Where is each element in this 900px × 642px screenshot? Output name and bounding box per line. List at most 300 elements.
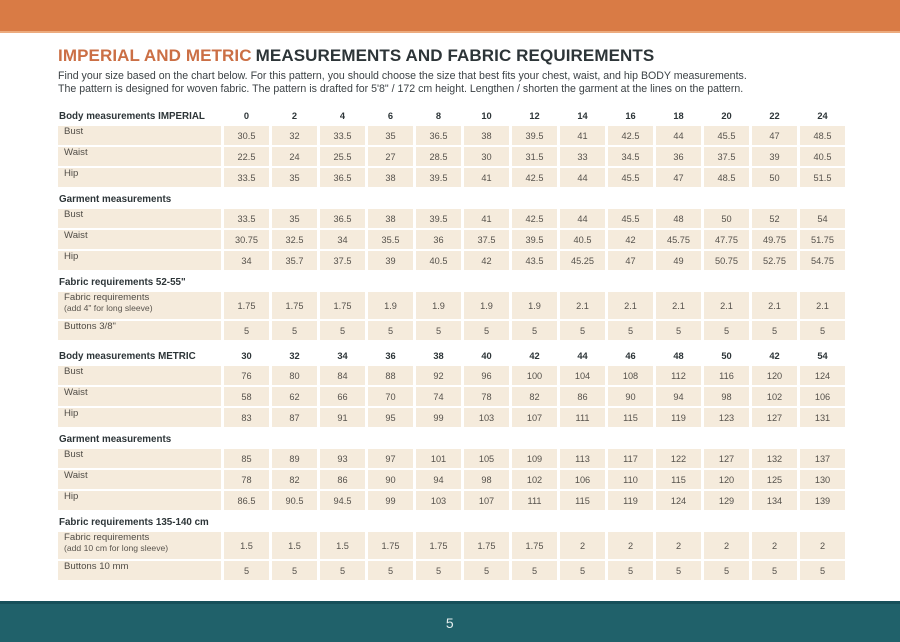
value-cell: 100 (512, 366, 557, 385)
value-cell: 2 (560, 532, 605, 559)
value-cell: 5 (368, 561, 413, 580)
value-cell: 1.5 (272, 532, 317, 559)
value-cell: 47 (608, 251, 653, 270)
value-cell: 105 (464, 449, 509, 468)
row-label-text: Waist (64, 470, 88, 481)
value-cell: 30 (464, 147, 509, 166)
value-cell: 107 (512, 408, 557, 427)
value-cell: 50 (752, 168, 797, 187)
page-number: 5 (445, 615, 455, 631)
value-cell: 90 (608, 387, 653, 406)
row-label-text: Fabric requirements (64, 292, 150, 303)
value-cell: 120 (704, 470, 749, 489)
row-label (58, 491, 221, 510)
row-label (58, 147, 221, 166)
value-cell: 5 (560, 321, 605, 340)
value-cell: 115 (608, 408, 653, 427)
section-heading-row (58, 346, 845, 366)
value-cell: 87 (272, 408, 317, 427)
size-header-cell: 16 (625, 111, 636, 121)
value-cell: 137 (800, 449, 845, 468)
value-cell: 36.5 (320, 168, 365, 187)
value-cell: 35 (272, 168, 317, 187)
value-cell: 24 (272, 147, 317, 166)
value-cell: 134 (752, 491, 797, 510)
value-cell: 5 (752, 321, 797, 340)
value-cell: 132 (752, 449, 797, 468)
value-cell: 2 (656, 532, 701, 559)
size-header-cell: 10 (481, 111, 492, 121)
value-cell: 39 (752, 147, 797, 166)
value-cell: 43.5 (512, 251, 557, 270)
value-cell: 116 (704, 366, 749, 385)
row-label-text: Bust (64, 449, 84, 460)
value-cell: 1.5 (320, 532, 365, 559)
value-cell: 5 (272, 561, 317, 580)
section-heading-row (58, 106, 845, 126)
value-cell: 2.1 (656, 292, 701, 319)
section-heading: Garment measurements (59, 193, 172, 205)
value-cell: 102 (752, 387, 797, 406)
value-cell: 1.9 (416, 292, 461, 319)
row-label (58, 321, 221, 340)
measurements-table (58, 106, 845, 580)
value-cell: 49.75 (752, 230, 797, 249)
value-cell: 122 (656, 449, 701, 468)
value-cell: 119 (656, 408, 701, 427)
value-cell: 44 (656, 126, 701, 145)
row-label-text: Buttons 10 mm (64, 561, 129, 572)
value-cell: 62 (272, 387, 317, 406)
section-heading-row (58, 512, 845, 532)
value-cell: 5 (560, 561, 605, 580)
table-row (58, 408, 845, 427)
value-cell: 35.5 (368, 230, 413, 249)
value-cell: 2 (608, 532, 653, 559)
value-cell: 89 (272, 449, 317, 468)
value-cell: 36 (416, 230, 461, 249)
table-row (58, 321, 845, 340)
value-cell: 25.5 (320, 147, 365, 166)
section-heading: Fabric requirements 135-140 cm (59, 516, 209, 528)
size-header-cell: 40 (481, 351, 492, 361)
page-content (58, 46, 845, 580)
value-cell: 5 (800, 561, 845, 580)
table-row (58, 387, 845, 406)
row-sublabel-text: (add 10 cm for long sleeve) (64, 543, 169, 553)
table-row (58, 209, 845, 228)
value-cell: 129 (704, 491, 749, 510)
value-cell: 2.1 (704, 292, 749, 319)
value-cell: 101 (416, 449, 461, 468)
value-cell: 36.5 (320, 209, 365, 228)
value-cell: 74 (416, 387, 461, 406)
value-cell: 1.75 (368, 532, 413, 559)
value-cell: 2 (704, 532, 749, 559)
value-cell: 42.5 (608, 126, 653, 145)
value-cell: 39.5 (416, 168, 461, 187)
value-cell: 93 (320, 449, 365, 468)
row-label (58, 126, 221, 145)
value-cell: 37.5 (320, 251, 365, 270)
value-cell: 52.75 (752, 251, 797, 270)
value-cell: 88 (368, 366, 413, 385)
value-cell: 111 (512, 491, 557, 510)
value-cell: 5 (320, 561, 365, 580)
value-cell: 119 (608, 491, 653, 510)
value-cell: 70 (368, 387, 413, 406)
value-cell: 42.5 (512, 209, 557, 228)
value-cell: 5 (704, 321, 749, 340)
value-cell: 131 (800, 408, 845, 427)
value-cell: 2.1 (560, 292, 605, 319)
row-label (58, 470, 221, 489)
value-cell: 50 (704, 209, 749, 228)
value-cell: 90 (368, 470, 413, 489)
value-cell: 82 (512, 387, 557, 406)
row-label-text: Hip (64, 168, 79, 179)
value-cell: 27 (368, 147, 413, 166)
value-cell: 5 (512, 321, 557, 340)
value-cell: 35.7 (272, 251, 317, 270)
row-label-text: Bust (64, 126, 84, 137)
value-cell: 107 (464, 491, 509, 510)
section-heading: Garment measurements (59, 433, 172, 445)
table-row (58, 449, 845, 468)
section-heading-row (58, 272, 845, 292)
value-cell: 5 (416, 321, 461, 340)
value-cell: 124 (800, 366, 845, 385)
value-cell: 97 (368, 449, 413, 468)
section-heading-row (58, 429, 845, 449)
value-cell: 76 (224, 366, 269, 385)
size-header-cell: 14 (577, 111, 588, 121)
size-header-cell: 12 (529, 111, 540, 121)
size-header-cell: 48 (673, 351, 684, 361)
value-cell: 85 (224, 449, 269, 468)
value-cell: 5 (752, 561, 797, 580)
row-sublabel-text: (add 4" for long sleeve) (64, 303, 153, 313)
value-cell: 38 (368, 168, 413, 187)
intro-line-2: The pattern is designed for woven fabric. The pattern is drafted for 5'8" / 172 cm height. Lengthen / shorten the garment at the lines on the pattern. (58, 83, 744, 95)
section-heading: Body measurements METRIC (59, 350, 196, 362)
section-heading-row (58, 189, 845, 209)
size-header-cell: 42 (769, 351, 780, 361)
value-cell: 47 (656, 168, 701, 187)
table-row (58, 230, 845, 249)
table-row (58, 292, 845, 319)
value-cell: 44 (560, 209, 605, 228)
intro-line-1: Find your size based on the chart below. For this pattern, you should choose the size that best fits your chest, waist, and hip BODY measurements. (58, 70, 747, 82)
size-header-cell: 30 (241, 351, 252, 361)
value-cell: 1.75 (416, 532, 461, 559)
value-cell: 99 (416, 408, 461, 427)
value-cell: 1.75 (272, 292, 317, 319)
size-header-cell: 6 (387, 111, 394, 121)
value-cell: 2.1 (800, 292, 845, 319)
value-cell: 127 (704, 449, 749, 468)
section-heading: Body measurements IMPERIAL (59, 110, 205, 122)
value-cell: 40.5 (416, 251, 461, 270)
value-cell: 28.5 (416, 147, 461, 166)
value-cell: 111 (560, 408, 605, 427)
value-cell: 5 (704, 561, 749, 580)
size-header-cell: 50 (721, 351, 732, 361)
value-cell: 5 (656, 321, 701, 340)
value-cell: 1.9 (464, 292, 509, 319)
size-header-cell: 54 (817, 351, 828, 361)
size-header-cell: 46 (625, 351, 636, 361)
value-cell: 98 (464, 470, 509, 489)
value-cell: 34 (320, 230, 365, 249)
section-heading: Fabric requirements 52-55" (59, 276, 186, 288)
table-row (58, 491, 845, 510)
value-cell: 39.5 (512, 230, 557, 249)
value-cell: 66 (320, 387, 365, 406)
value-cell: 104 (560, 366, 605, 385)
value-cell: 36 (656, 147, 701, 166)
value-cell: 38 (464, 126, 509, 145)
value-cell: 58 (224, 387, 269, 406)
value-cell: 50.75 (704, 251, 749, 270)
table-row (58, 532, 845, 559)
value-cell: 45.75 (656, 230, 701, 249)
value-cell: 5 (224, 561, 269, 580)
size-header-cell: 38 (433, 351, 444, 361)
value-cell: 112 (656, 366, 701, 385)
table-row (58, 366, 845, 385)
value-cell: 45.5 (704, 126, 749, 145)
value-cell: 139 (800, 491, 845, 510)
value-cell: 80 (272, 366, 317, 385)
size-header-cell: 22 (769, 111, 780, 121)
size-header-cell: 44 (577, 351, 588, 361)
value-cell: 1.5 (224, 532, 269, 559)
value-cell: 99 (368, 491, 413, 510)
table-row (58, 126, 845, 145)
page-title (58, 46, 845, 66)
value-cell: 51.75 (800, 230, 845, 249)
value-cell: 33.5 (320, 126, 365, 145)
value-cell: 102 (512, 470, 557, 489)
value-cell: 35 (368, 126, 413, 145)
value-cell: 54.75 (800, 251, 845, 270)
table-row (58, 251, 845, 270)
value-cell: 39.5 (416, 209, 461, 228)
intro-text (58, 70, 845, 96)
row-label (58, 292, 221, 319)
value-cell: 94 (416, 470, 461, 489)
value-cell: 47 (752, 126, 797, 145)
value-cell: 45.5 (608, 209, 653, 228)
row-label (58, 209, 221, 228)
value-cell: 1.75 (512, 532, 557, 559)
size-header-cell: 42 (529, 351, 540, 361)
row-label (58, 532, 221, 559)
value-cell: 108 (608, 366, 653, 385)
top-accent-bar (0, 0, 900, 33)
value-cell: 40.5 (560, 230, 605, 249)
row-label-text: Bust (64, 209, 84, 220)
table-row (58, 168, 845, 187)
footer-bar (0, 601, 900, 642)
row-label (58, 366, 221, 385)
value-cell: 38 (368, 209, 413, 228)
size-header-cell: 0 (243, 111, 250, 121)
value-cell: 45.25 (560, 251, 605, 270)
row-label-text: Bust (64, 366, 84, 377)
value-cell: 1.75 (464, 532, 509, 559)
row-label (58, 230, 221, 249)
value-cell: 52 (752, 209, 797, 228)
value-cell: 90.5 (272, 491, 317, 510)
value-cell: 98 (704, 387, 749, 406)
value-cell: 5 (800, 321, 845, 340)
value-cell: 37.5 (704, 147, 749, 166)
value-cell: 22.5 (224, 147, 269, 166)
value-cell: 84 (320, 366, 365, 385)
value-cell: 92 (416, 366, 461, 385)
value-cell: 106 (560, 470, 605, 489)
value-cell: 51.5 (800, 168, 845, 187)
value-cell: 91 (320, 408, 365, 427)
value-cell: 5 (608, 561, 653, 580)
value-cell: 5 (224, 321, 269, 340)
value-cell: 124 (656, 491, 701, 510)
value-cell: 5 (272, 321, 317, 340)
value-cell: 42 (464, 251, 509, 270)
row-label (58, 449, 221, 468)
row-label (58, 251, 221, 270)
value-cell: 33.5 (224, 168, 269, 187)
value-cell: 32 (272, 126, 317, 145)
value-cell: 109 (512, 449, 557, 468)
value-cell: 2 (800, 532, 845, 559)
row-label-text: Waist (64, 387, 88, 398)
value-cell: 1.75 (224, 292, 269, 319)
value-cell: 37.5 (464, 230, 509, 249)
value-cell: 33 (560, 147, 605, 166)
value-cell: 94.5 (320, 491, 365, 510)
value-cell: 45.5 (608, 168, 653, 187)
value-cell: 115 (656, 470, 701, 489)
table-row (58, 561, 845, 580)
table-row (58, 147, 845, 166)
value-cell: 54 (800, 209, 845, 228)
value-cell: 48.5 (800, 126, 845, 145)
value-cell: 41 (560, 126, 605, 145)
value-cell: 42.5 (512, 168, 557, 187)
value-cell: 86 (560, 387, 605, 406)
value-cell: 106 (800, 387, 845, 406)
value-cell: 48.5 (704, 168, 749, 187)
value-cell: 30.75 (224, 230, 269, 249)
size-header-cell: 2 (291, 111, 298, 121)
value-cell: 96 (464, 366, 509, 385)
value-cell: 40.5 (800, 147, 845, 166)
value-cell: 5 (464, 321, 509, 340)
row-label (58, 561, 221, 580)
value-cell: 2.1 (608, 292, 653, 319)
value-cell: 5 (656, 561, 701, 580)
value-cell: 33.5 (224, 209, 269, 228)
value-cell: 42 (608, 230, 653, 249)
row-label (58, 387, 221, 406)
page-title-main: MEASUREMENTS AND FABRIC REQUIREMENTS (255, 46, 655, 65)
value-cell: 82 (272, 470, 317, 489)
size-header-cell: 4 (339, 111, 346, 121)
row-label-text: Hip (64, 408, 79, 419)
size-header-cell: 8 (435, 111, 442, 121)
value-cell: 1.9 (512, 292, 557, 319)
row-label-text: Buttons 3/8" (64, 321, 116, 332)
value-cell: 1.75 (320, 292, 365, 319)
value-cell: 103 (416, 491, 461, 510)
value-cell: 47.75 (704, 230, 749, 249)
value-cell: 5 (608, 321, 653, 340)
value-cell: 78 (464, 387, 509, 406)
value-cell: 35 (272, 209, 317, 228)
row-label-text: Hip (64, 251, 79, 262)
row-label (58, 168, 221, 187)
value-cell: 34.5 (608, 147, 653, 166)
value-cell: 44 (560, 168, 605, 187)
value-cell: 130 (800, 470, 845, 489)
value-cell: 83 (224, 408, 269, 427)
value-cell: 5 (464, 561, 509, 580)
value-cell: 95 (368, 408, 413, 427)
value-cell: 125 (752, 470, 797, 489)
value-cell: 2 (752, 532, 797, 559)
size-header-cell: 18 (673, 111, 684, 121)
value-cell: 5 (320, 321, 365, 340)
value-cell: 34 (224, 251, 269, 270)
value-cell: 31.5 (512, 147, 557, 166)
value-cell: 41 (464, 209, 509, 228)
row-label-text: Waist (64, 147, 88, 158)
row-label-text: Fabric requirements (64, 532, 150, 543)
value-cell: 49 (656, 251, 701, 270)
value-cell: 110 (608, 470, 653, 489)
page-title-accent: IMPERIAL AND METRIC (58, 46, 252, 65)
value-cell: 32.5 (272, 230, 317, 249)
value-cell: 1.9 (368, 292, 413, 319)
value-cell: 127 (752, 408, 797, 427)
value-cell: 30.5 (224, 126, 269, 145)
value-cell: 115 (560, 491, 605, 510)
value-cell: 48 (656, 209, 701, 228)
size-header-cell: 34 (337, 351, 348, 361)
size-header-cell: 20 (721, 111, 732, 121)
value-cell: 39 (368, 251, 413, 270)
value-cell: 86.5 (224, 491, 269, 510)
value-cell: 78 (224, 470, 269, 489)
value-cell: 94 (656, 387, 701, 406)
value-cell: 113 (560, 449, 605, 468)
value-cell: 39.5 (512, 126, 557, 145)
row-label-text: Waist (64, 230, 88, 241)
size-header-cell: 32 (289, 351, 300, 361)
size-header-cell: 36 (385, 351, 396, 361)
value-cell: 117 (608, 449, 653, 468)
value-cell: 5 (368, 321, 413, 340)
value-cell: 123 (704, 408, 749, 427)
value-cell: 5 (416, 561, 461, 580)
row-label-text: Hip (64, 491, 79, 502)
row-label (58, 408, 221, 427)
value-cell: 2.1 (752, 292, 797, 319)
value-cell: 103 (464, 408, 509, 427)
